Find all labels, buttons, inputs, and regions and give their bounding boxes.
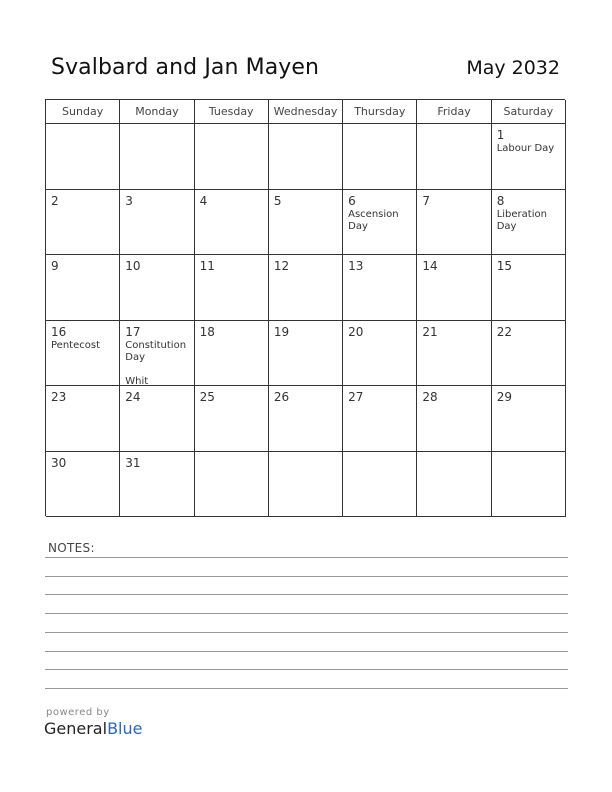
day-cell	[46, 190, 120, 256]
week-row	[46, 321, 565, 387]
notes-line	[45, 651, 568, 652]
notes-line	[45, 632, 568, 633]
weekday-friday: Friday	[417, 100, 491, 124]
brand-name-blue: Blue	[107, 719, 143, 738]
week-row	[46, 190, 565, 256]
day-cell	[46, 386, 120, 452]
holiday-label: Constitution Day	[125, 339, 187, 363]
holiday-list	[497, 209, 562, 233]
brand-name-general: General	[44, 719, 108, 738]
day-cell	[492, 321, 566, 387]
day-number: 20	[348, 324, 364, 339]
day-cell	[492, 255, 566, 321]
week-row	[46, 124, 565, 190]
day-number: 1	[496, 128, 505, 142]
day-number: 24	[125, 390, 141, 404]
day-number: 13	[348, 259, 364, 273]
day-number: 27	[348, 390, 364, 404]
day-cell	[46, 321, 120, 387]
day-number: 21	[422, 324, 438, 339]
weekday-saturday: Saturday	[492, 100, 566, 124]
day-cell	[343, 452, 417, 518]
day-number: 2	[51, 193, 59, 208]
day-cell	[195, 255, 269, 321]
day-cell	[46, 452, 120, 518]
day-cell	[343, 190, 417, 256]
weekday-thursday: Thursday	[343, 100, 417, 124]
day-number: 4	[199, 193, 208, 208]
holiday-list	[51, 340, 116, 352]
day-number: 6	[348, 193, 356, 208]
weeks-container	[46, 124, 565, 517]
day-cell	[492, 124, 566, 190]
holiday-label: Liberation Day	[496, 208, 547, 232]
brand-footer	[44, 707, 142, 738]
day-cell	[269, 190, 343, 256]
day-cell	[46, 124, 120, 190]
notes-line	[45, 576, 568, 577]
day-cell	[195, 386, 269, 452]
day-cell	[120, 452, 194, 518]
holiday-label: Pentecost	[51, 339, 100, 351]
day-cell	[492, 190, 566, 256]
notes-label: NOTES:	[48, 541, 95, 555]
day-number: 16	[51, 324, 67, 339]
day-cell	[417, 124, 491, 190]
day-cell	[120, 321, 194, 387]
day-number: 19	[273, 324, 290, 339]
day-cell	[343, 321, 417, 387]
day-cell	[120, 255, 194, 321]
notes-line	[45, 669, 568, 670]
day-cell	[343, 255, 417, 321]
week-row	[46, 255, 565, 321]
day-cell	[417, 452, 491, 518]
day-cell	[269, 124, 343, 190]
day-cell	[120, 124, 194, 190]
day-number: 17	[125, 324, 141, 339]
notes-line	[45, 557, 568, 558]
day-cell	[195, 452, 269, 518]
day-number: 7	[422, 193, 431, 208]
day-cell	[343, 124, 417, 190]
day-number: 30	[51, 455, 67, 470]
powered-by-text: powered by	[46, 707, 110, 718]
day-cell	[120, 386, 194, 452]
month-label: May 2032	[466, 57, 560, 79]
page-title: Svalbard and Jan Mayen	[51, 55, 320, 80]
day-cell	[269, 255, 343, 321]
holiday-list	[125, 340, 190, 387]
holiday-label: Labour Day	[496, 143, 555, 154]
day-cell	[195, 124, 269, 190]
day-number: 26	[273, 390, 290, 404]
weekday-sunday: Sunday	[46, 100, 120, 124]
weekday-wednesday: Wednesday	[269, 100, 343, 124]
day-cell	[269, 386, 343, 452]
week-row	[46, 452, 565, 518]
day-number: 28	[422, 390, 438, 404]
brand-logo	[44, 719, 142, 738]
day-number: 18	[199, 324, 215, 339]
week-row	[46, 386, 565, 452]
day-number: 14	[422, 259, 438, 273]
day-cell	[269, 452, 343, 518]
day-number: 11	[199, 259, 215, 273]
holiday-label: Ascension Day	[348, 208, 399, 232]
day-cell	[195, 190, 269, 256]
day-number: 22	[496, 324, 512, 339]
day-number: 12	[273, 259, 290, 273]
holiday-label: Whit	[125, 375, 149, 386]
day-cell	[46, 255, 120, 321]
day-number: 5	[273, 193, 282, 208]
notes-line	[45, 613, 568, 614]
day-cell	[492, 386, 566, 452]
day-number: 15	[496, 259, 512, 273]
day-number: 25	[199, 390, 215, 404]
day-number: 29	[496, 390, 512, 404]
notes-section	[45, 538, 568, 698]
day-cell	[269, 321, 343, 387]
weekday-tuesday: Tuesday	[195, 100, 269, 124]
day-cell	[417, 190, 491, 256]
day-cell	[195, 321, 269, 387]
day-cell	[417, 386, 491, 452]
day-number: 23	[51, 390, 67, 404]
weekday-header-row	[46, 100, 565, 124]
day-cell	[417, 321, 491, 387]
day-number: 31	[125, 455, 141, 470]
calendar-header	[0, 0, 612, 100]
notes-line	[45, 688, 568, 689]
notes-line	[45, 594, 568, 595]
calendar-grid	[45, 99, 565, 516]
day-cell	[120, 190, 194, 256]
weekday-monday: Monday	[120, 100, 194, 124]
day-cell	[492, 452, 566, 518]
day-number: 9	[51, 259, 59, 273]
holiday-list	[497, 143, 562, 155]
day-number: 8	[496, 193, 505, 208]
day-cell	[417, 255, 491, 321]
day-number: 10	[125, 259, 141, 273]
day-cell	[343, 386, 417, 452]
holiday-list	[348, 209, 413, 233]
day-number: 3	[125, 193, 133, 208]
